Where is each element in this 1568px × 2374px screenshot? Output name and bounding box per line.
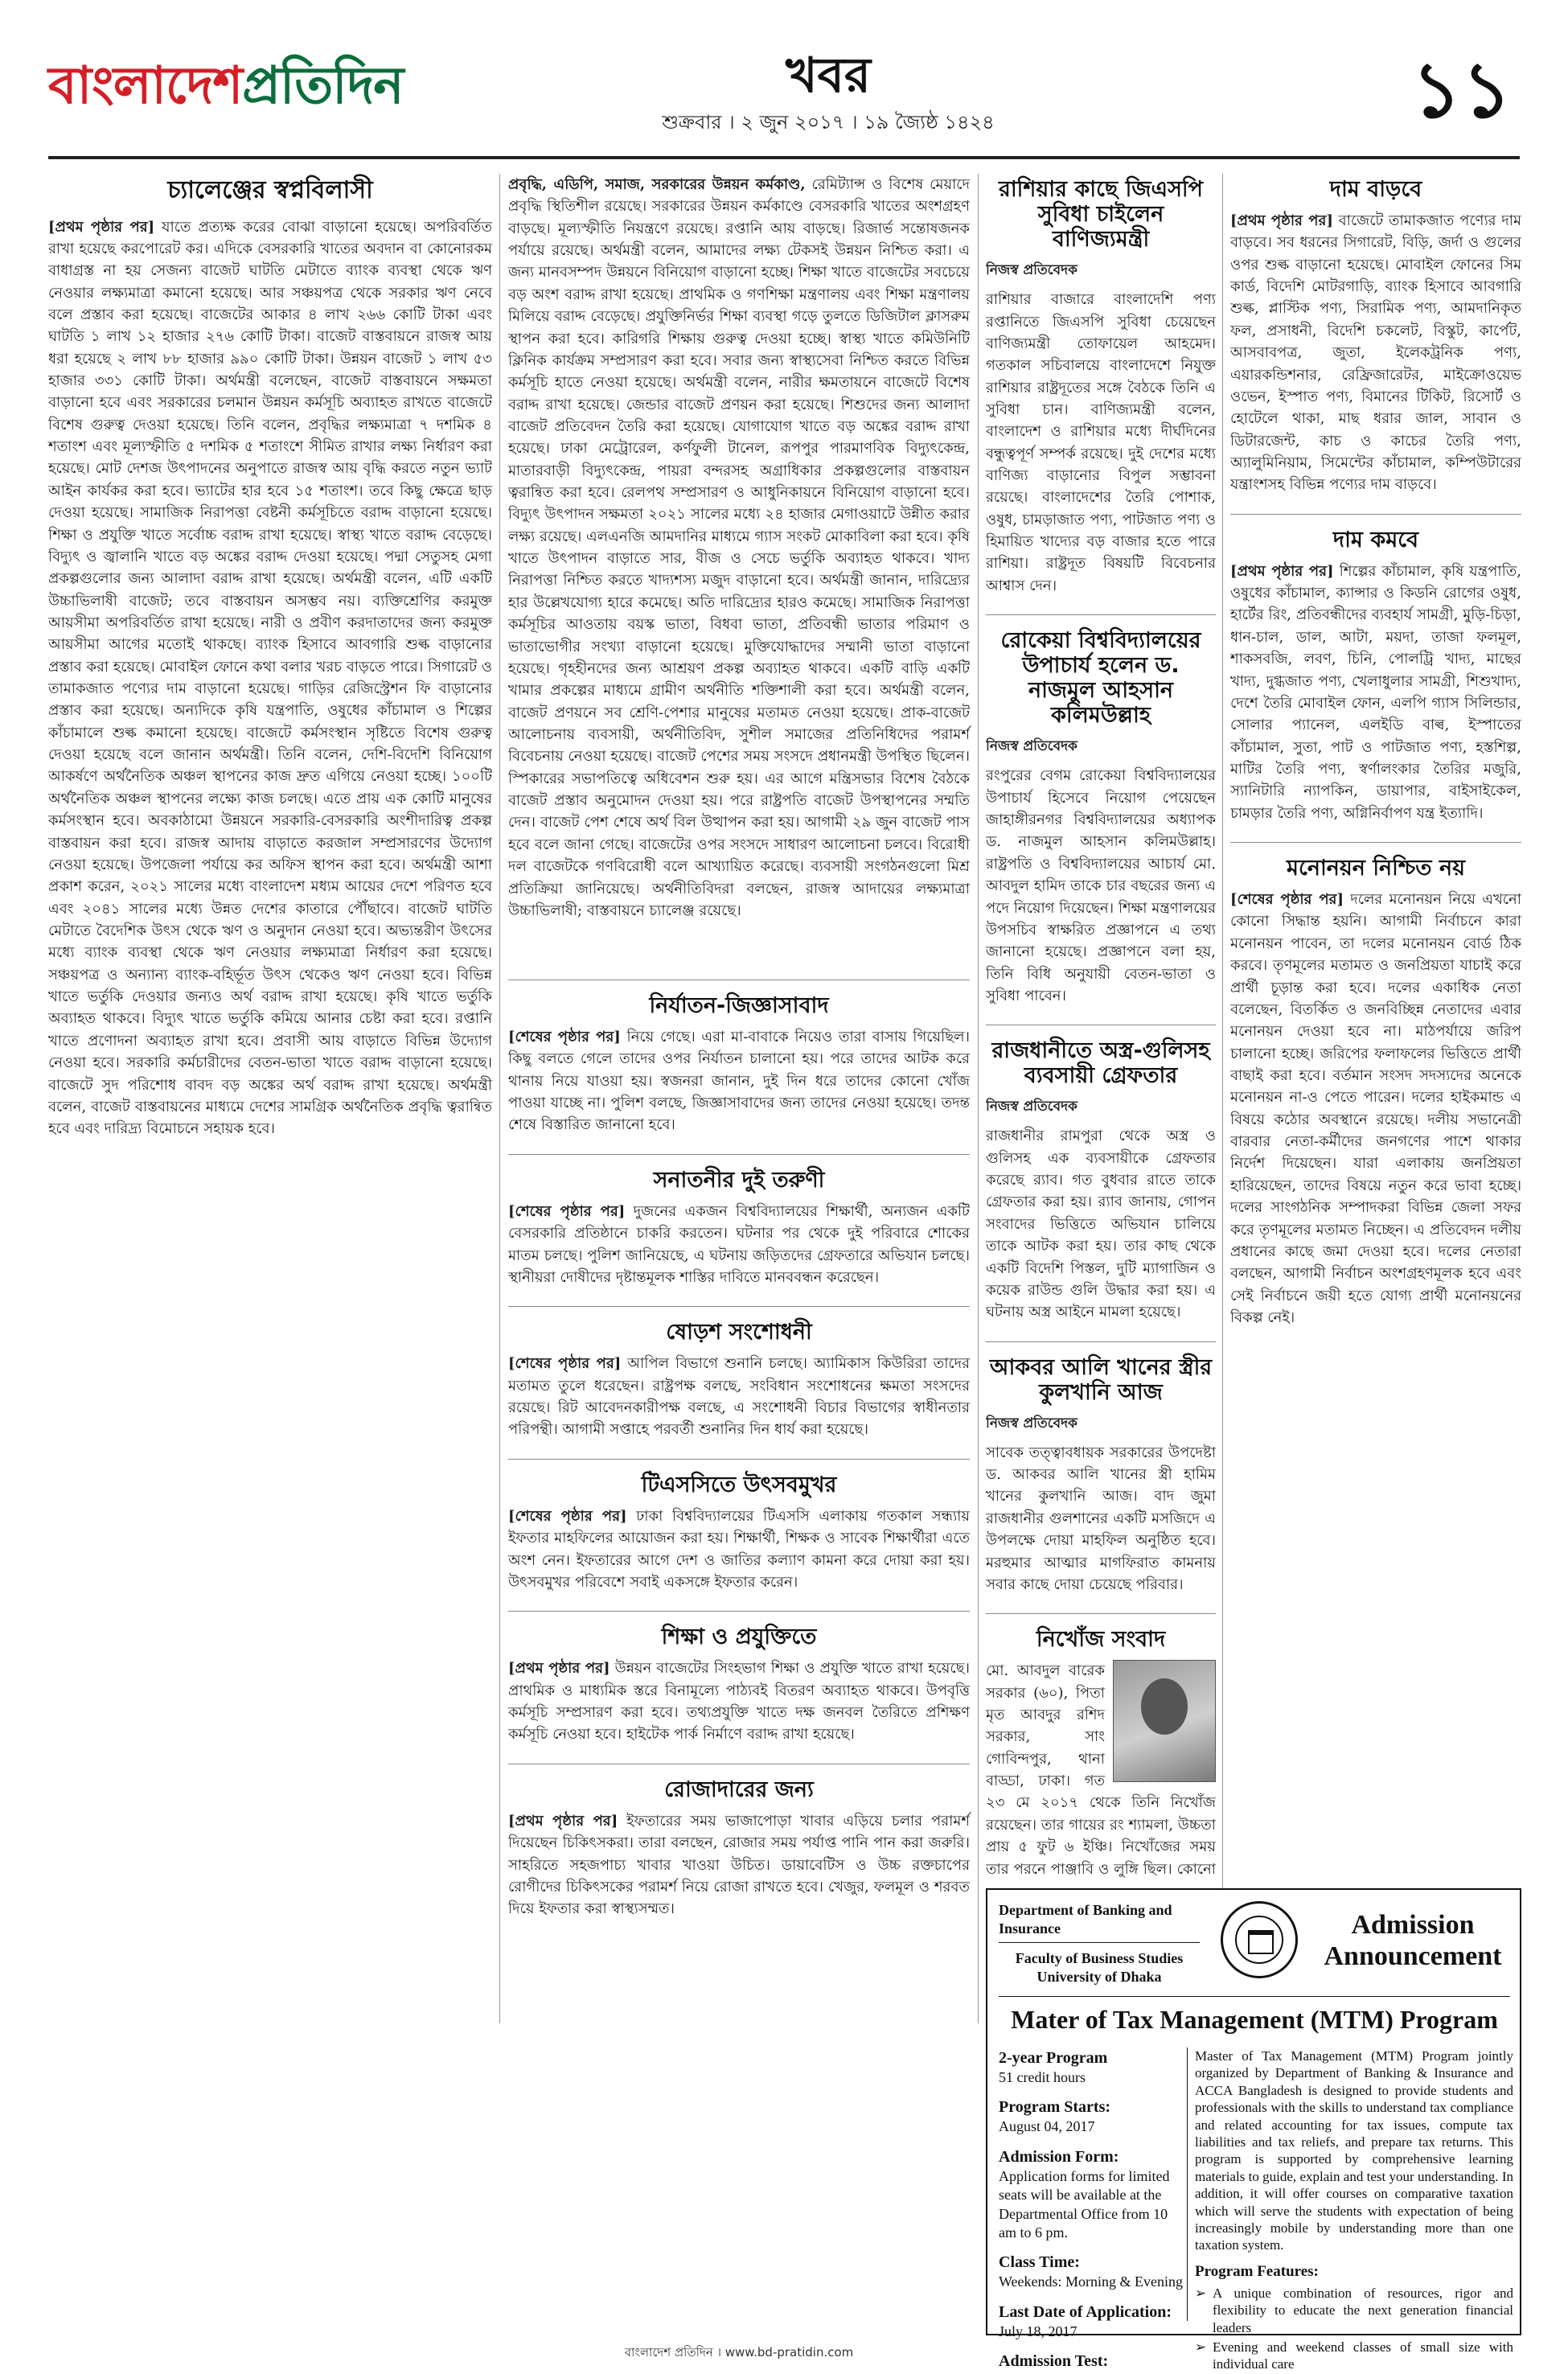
article-body bbox=[508, 1810, 970, 1920]
continued-marker: [শেষের পৃষ্ঠার পর] bbox=[508, 1202, 626, 1220]
column-divider bbox=[499, 174, 500, 2023]
continued-marker: [শেষের পৃষ্ঠার পর] bbox=[1230, 891, 1344, 909]
admission-advertisement[interactable] bbox=[986, 1888, 1521, 2372]
ad-program-value: 51 credit hours bbox=[999, 2069, 1086, 2085]
column-1 bbox=[48, 174, 492, 2332]
article-body bbox=[508, 1026, 970, 1136]
newspaper-logo[interactable] bbox=[48, 47, 403, 133]
article-arms-arrest[interactable] bbox=[986, 1038, 1216, 1323]
section-divider bbox=[508, 1459, 970, 1460]
ad-starts-label: Program Starts: bbox=[999, 2098, 1111, 2117]
article-text: ঢাকা বিশ্ববিদ্যালয়ের টিএসসি এলাকায় গতকাল সন্ধ্যায় ইফতার মাহফিলের আয়োজন করা হয়। শিক্ষার্থী, শিক্ষক ও সাবেক শিক্ষার্থীরা এতে অংশ নেন। ইফতারের আগে দেশ ও জাতির কল্যাণ কামনা করে দোয়া করা হয়। উৎসবমুখর পরিবেশে সবাই একসঙ্গে ইফতার করেন। bbox=[508, 1507, 970, 1591]
continued-marker: [প্রথম পৃষ্ঠার পর] bbox=[1230, 212, 1333, 230]
article-body bbox=[1230, 889, 1521, 1329]
page-number: ১১ bbox=[1411, 45, 1512, 135]
article-headline: দাম বাড়বে bbox=[1329, 177, 1422, 202]
column-4 bbox=[1230, 174, 1521, 1879]
masthead bbox=[48, 31, 1520, 151]
column-divider bbox=[1222, 174, 1223, 2023]
section-divider bbox=[986, 1341, 1216, 1342]
article-headline: টিএসসিতে উৎসবমুখর bbox=[641, 1472, 837, 1497]
article-sixteenth-amendment[interactable] bbox=[508, 1320, 970, 1440]
ad-description: Master of Tax Management (MTM) Program jointly organized by Department of Banking & Insurance and ACCA Bangladesh is designed to provide students and professionals with the skills to understand tax compliance and related accounting for tax issues, compute tax liabilities and tax reliefs, and prepare tax returns. This program is supported by comprehensive learning materials to guide, explain and test your understanding. In addition, it will offer courses on comparative taxation which will serve the students with expectation of being increasingly mobile by understanding more than one taxation system. bbox=[1195, 2048, 1513, 2253]
ad-features-title: Program Features: bbox=[1195, 2262, 1319, 2280]
ad-announcement bbox=[1312, 1909, 1513, 1972]
ad-feature-item: ➢ Evening and weekend classes of small size with individual care bbox=[1195, 2339, 1513, 2373]
article-kulkhani[interactable] bbox=[986, 1355, 1216, 1596]
article-headline: সনাতনীর দুই তরুণী bbox=[653, 1167, 825, 1193]
column-3 bbox=[986, 174, 1216, 1879]
article-prices-rise[interactable] bbox=[1230, 177, 1521, 496]
ad-divider bbox=[1187, 2047, 1188, 2321]
article-for-fasting[interactable] bbox=[508, 1777, 970, 1920]
ad-class-value: Weekends: Morning & Evening bbox=[999, 2273, 1184, 2290]
continued-marker: [প্রথম পৃষ্ঠার পর] bbox=[48, 218, 155, 236]
ad-lastdate-value: July 18, 2017 bbox=[999, 2323, 1077, 2339]
missing-person-photo bbox=[1113, 1660, 1216, 1782]
ad-features-list bbox=[1195, 2285, 1513, 2374]
section-divider bbox=[986, 614, 1216, 615]
article-body: রংপুরের বেগম রোকেয়া বিশ্ববিদ্যালয়ের উপাচার্য হিসেবে নিয়োগ পেয়েছেন জাহাঙ্গীরনগর বিশ্ববিদ্যালয়ের অধ্যাপক ড. নাজমুল আহসান কলিমউল্লাহ। রাষ্ট্রপতি ও বিশ্ববিদ্যালয়ের আচার্য মো. আবদুল হামিদ তাকে চার বছরের জন্য এ পদে নিয়োগ দিয়েছেন। শিক্ষা মন্ত্রণালয়ের উপসচিব স্বাক্ষরিত প্রজ্ঞাপনে এ তথ্য জানানো হয়েছে। প্রজ্ঞাপনে বলা হয়, তিনি বিধি অনুযায়ী বেতন-ভাতা ও সুবিধা পাবেন। bbox=[986, 767, 1216, 1004]
continued-marker: [প্রথম পৃষ্ঠার পর] bbox=[508, 1812, 618, 1830]
section-title: খবর bbox=[786, 47, 871, 104]
section-divider bbox=[1230, 842, 1521, 843]
article-education-technology[interactable] bbox=[508, 1624, 970, 1745]
ad-feature-item: ➢ A unique combination of resources, rigor and flexibility to educate the next generation financial leaders bbox=[1195, 2285, 1513, 2336]
ad-details bbox=[999, 2047, 1184, 2374]
article-body: মো. আবদুল বারেক সরকার (৬০), পিতা মৃত আবদুর রশিদ সরকার, সাং গোবিন্দপুর, থানা বাড্ডা, ঢাকা। গত ২৩ মে ২০১৭ থেকে তিনি নিখোঁজ রয়েছেন। তার গায়ের রং শ্যামলা, উচ্চতা প্রায় ৫ ফুট ৬ ইঞ্চি। নিখোঁজের সময় তার পরনে পাঞ্জাবি ও লুঙ্গি ছিল। কোনো bbox=[986, 1662, 1216, 1878]
article-tsc-festive[interactable] bbox=[508, 1472, 970, 1593]
article-text: আপিল বিভাগে শুনানি চলছে। অ্যামিকাস কিউরিরা তাদের মতামত তুলে ধরেছেন। রাষ্ট্রপক্ষ বলছে, সংবিধান সংশোধনের ক্ষমতা সংসদের রয়েছে। রিট আবেদনকারীপক্ষ বলছে, এ সংশোধনী বিচার বিভাগের স্বাধীনতার পরিপন্থী। আগামী সপ্তাহে পরবর্তী শুনানির দিন ধার্য করা হয়েছে। bbox=[508, 1355, 970, 1439]
article-body: রাশিয়ার বাজারে বাংলাদেশি পণ্য রপ্তানিতে জিএসপি সুবিধা চেয়েছেন বাণিজ্যমন্ত্রী তোফায়েল আহমেদ। গতকাল সচিবালয়ে বাংলাদেশে নিযুক্ত রাশিয়ার রাষ্ট্রদূতের সঙ্গে বৈঠকে তিনি এ সুবিধা চান। বাণিজ্যমন্ত্রী বলেন, বাংলাদেশ ও রাশিয়ার মধ্যে দীর্ঘদিনের বন্ধুত্বপূর্ণ সম্পর্ক রয়েছে। দুই দেশের মধ্যে বাণিজ্য বাড়ানোর বিপুল সম্ভাবনা রয়েছে। বাংলাদেশের তৈরি পোশাক, ওষুধ, চামড়াজাত পণ্য, পাটজাত পণ্য ও হিমায়িত খাদ্যের বড় বাজার হতে পারে রাশিয়া। রাষ্ট্রদূত বিষয়টি বিবেচনার আশ্বাস দেন। bbox=[986, 291, 1216, 594]
article-body bbox=[48, 216, 492, 1140]
article-text: রেমিট্যান্স ও বিশেষ মেয়াদে প্রবৃদ্ধি স্থিতিশীল রয়েছে। সরকারের উন্নয়ন কর্মকাণ্ডে বেসরকারি খাতের অংশগ্রহণ বাড়ছে। মূল্যস্ফীতি নিয়ন্ত্রণে রয়েছে। রপ্তানি আয় বাড়ছে। রিজার্ভ সন্তোষজনক পর্যায়ে রয়েছে। অর্থমন্ত্রী বলেন, আমাদের লক্ষ্য টেকসই উন্নয়ন নিশ্চিত করা। এ জন্য মানবসম্পদ উন্নয়নে বিনিয়োগ বাড়ানো হচ্ছে। শিক্ষা খাতে বাজেটের সবচেয়ে বড় অংশ বরাদ্দ রাখা হয়েছে। প্রাথমিক ও গণশিক্ষা মন্ত্রণালয় এবং শিক্ষা মন্ত্রণালয় মিলিয়ে বরাদ্দ বেড়েছে। প্রযুক্তিনির্ভর শিক্ষা ব্যবস্থা গড়ে তুলতে ডিজিটাল ক্লাসরুম স্থাপন করা হবে। কারিগরি শিক্ষায় গুরুত্ব দেওয়া হচ্ছে। স্বাস্থ্য খাতে কমিউনিটি ক্লিনিক কার্যক্রম সম্প্রসারণ করা হবে। সবার জন্য স্বাস্থ্যসেবা নিশ্চিত করতে বিভিন্ন কর্মসূচি হাতে নেওয়া হয়েছে। অর্থমন্ত্রী বলেন, নারীর ক্ষমতায়নে বাজেটে বিশেষ বরাদ্দ রাখা হয়েছে। জেন্ডার বাজেট প্রণয়ন করা হয়েছে। শিশুদের জন্য আলাদা বাজেট প্রতিবেদন তৈরি করা হয়েছে। যোগাযোগ খাতে বড় অঙ্কের বরাদ্দ রাখা হয়েছে। ঢাকা মেট্রোরেল, কর্ণফুলী টানেল, রূপপুর পারমাণবিক বিদ্যুৎকেন্দ্র, মাতারবাড়ী বিদ্যুৎকেন্দ্র, পায়রা বন্দরসহ অগ্রাধিকার প্রকল্পগুলোর বাস্তবায়ন ত্বরান্বিত করা হবে। রেলপথ সম্প্রসারণ ও আধুনিকায়নে বিনিয়োগ বাড়ানো হবে। বিদ্যুৎ উৎপাদন সক্ষমতা ২০২১ সালের মধ্যে ২৪ হাজার মেগাওয়াটে উন্নীত করার লক্ষ্য রয়েছে। এলএনজি আমদানির মাধ্যমে গ্যাস সংকট মোকাবিলা করা হবে। কৃষি খাতে উৎপাদন বাড়াতে সার, বীজ ও সেচে ভর্তুকি অব্যাহত থাকবে। খাদ্য নিরাপত্তা নিশ্চিত করতে খাদ্যশস্য মজুদ বাড়ানো হবে। অর্থমন্ত্রী জানান, দারিদ্র্যের হার উল্লেখযোগ্য হারে কমেছে। অতি দারিদ্র্যের হারও কমেছে। সামাজিক নিরাপত্তা কর্মসূচির আওতায় বয়স্ক ভাতা, বিধবা ভাতা, প্রতিবন্ধী ভাতার পরিমাণ ও ভাতাভোগীর সংখ্যা বাড়ানো হয়েছে। মুক্তিযোদ্ধাদের সম্মানী ভাতা বাড়ানো হয়েছে। গৃহহীনদের জন্য আশ্রয়ণ প্রকল্প অব্যাহত থাকবে। একটি বাড়ি একটি খামার প্রকল্পের মাধ্যমে গ্রামীণ অর্থনীতি শক্তিশালী করা হবে। অর্থমন্ত্রী বলেন, বাজেট প্রণয়নে সব শ্রেণি-পেশার মানুষের মতামত নেওয়া হয়েছে। প্রাক-বাজেট আলোচনায় ব্যবসায়ী, অর্থনীতিবিদ, সুশীল সমাজের প্রতিনিধিদের পরামর্শ বিবেচনায় নেওয়া হয়েছে। বাজেট পেশের সময় সংসদে প্রধানমন্ত্রী উপস্থিত ছিলেন। স্পিকারের সভাপতিত্বে অধিবেশন শুরু হয়। এর আগে মন্ত্রিসভার বিশেষ বৈঠকে বাজেট প্রস্তাব অনুমোদন দেওয়া হয়। পরে রাষ্ট্রপতি বাজেট উপস্থাপনের সম্মতি দেন। বাজেট পেশ শেষে অর্থ বিল উত্থাপন করা হয়। আগামী ২৯ জুন বাজেট পাস হবে বলে জানা গেছে। বাজেটের ওপর সংসদে সাধারণ আলোচনা চলবে। বিরোধী দল বাজেটকে গণবিরোধী বলে আখ্যায়িত করেছে। ব্যবসায়ী সংগঠনগুলো মিশ্র প্রতিক্রিয়া জানিয়েছে। অর্থনীতিবিদরা বলছেন, রাজস্ব আদায়ের লক্ষ্যমাত্রা উচ্চাভিলাষী; বাস্তবায়নে চ্যালেঞ্জ রয়েছে। bbox=[508, 176, 970, 919]
article-headline: নির্যাতন-জিজ্ঞাসাবাদ bbox=[649, 993, 829, 1018]
article-nomination-uncertain[interactable] bbox=[1230, 856, 1521, 1329]
article-byline: নিজস্ব প্রতিবেদক bbox=[986, 1099, 1077, 1115]
article-headline: রোকেয়া বিশ্ববিদ্যালয়ের উপাচার্য হলেন ড. নাজমুল আহসান কলিমউল্লাহ bbox=[1000, 628, 1201, 729]
ad-form-label: Admission Form: bbox=[999, 2147, 1119, 2166]
article-text: দুজনের একজন বিশ্ববিদ্যালয়ের শিক্ষার্থী, অন্যজন একটি বেসরকারি প্রতিষ্ঠানে চাকরি করতেন। ঘটনার পর থেকে দুই পরিবারে শোকের মাতম চলছে। পুলিশ জানিয়েছে, এ ঘটনায় জড়িতদের গ্রেফতারে অভিযান চলছে। স্থানীয়রা দোষীদের দৃষ্টান্তমূলক শাস্তির দাবিতে মানববন্ধন করেছেন। bbox=[508, 1202, 970, 1286]
article-body bbox=[1230, 210, 1521, 496]
article-headline: দাম কমবে bbox=[1332, 527, 1419, 552]
article-headline: আকবর আলি খানের স্ত্রীর কুলখানি আজ bbox=[989, 1354, 1213, 1405]
section-divider bbox=[508, 1154, 970, 1155]
article-byline: নিজস্ব প্রতিবেদক bbox=[986, 262, 1077, 279]
article-text: যাতে প্রত্যক্ষ করের বোঝা বাড়ানো হয়েছে। অপরিবর্তিত রাখা হয়েছে করপোরেট কর। এদিকে বেসরকারি খাতের অবদান বা কোনোরকম বাধাগ্রস্ত না হয় সেজন্য বাজেট ঘাটতি মেটাতে ব্যাংক ব্যবস্থা থেকে ঋণ নেওয়ার লক্ষ্যমাত্রা কমানো হয়েছে। আর সঞ্চয়পত্র থেকে সরকার ঋণ নেবে বলে প্রস্তাব করা হয়েছে। বাজেটের আকার ৪ লাখ ২৬৬ কোটি টাকা এবং ঘাটতি ১ লাখ ১২ হাজার ২৭৬ কোটি টাকা। বাজেট বাস্তবায়নে রাজস্ব আয় ধরা হয়েছে ২ লাখ ৮৮ হাজার ৯৯০ কোটি টাকা। উন্নয়ন বাজেট ১ লাখ ৫৩ হাজার ৩৩১ কোটি টাকা। অর্থমন্ত্রী বলেছেন, বাজেট বাস্তবায়নে সক্ষমতা বাড়ানো হবে এবং সরকারের চলমান উন্নয়ন কর্মসূচি অব্যাহত রাখতে বাজেটে বিশেষ গুরুত্ব দেওয়া হয়েছে। তিনি বলেন, প্রবৃদ্ধির লক্ষ্যমাত্রা ৭ দশমিক ৪ শতাংশ এবং মূল্যস্ফীতি ৫ দশমিক ৫ শতাংশে সীমিত রাখার লক্ষ্য নির্ধারণ করা হয়েছে। মোট দেশজ উৎপাদনের অনুপাতে রাজস্ব আয় বৃদ্ধি করতে নতুন ভ্যাট আইন কার্যকর করা হবে। ভ্যাটের হার হবে ১৫ শতাংশ। তবে কিছু ক্ষেত্রে ছাড় দেওয়া হয়েছে। সামাজিক নিরাপত্তা বেষ্টনী কর্মসূচিতে বরাদ্দ বাড়ানো হয়েছে। শিক্ষা ও প্রযুক্তি খাতে সর্বোচ্চ বরাদ্দ রাখা হয়েছে। স্বাস্থ্য খাতে বরাদ্দ বেড়েছে। বিদ্যুৎ ও জ্বালানি খাতে বড় অঙ্কের বরাদ্দ দেওয়া হয়েছে। পদ্মা সেতুসহ মেগা প্রকল্পগুলোর জন্য আলাদা বরাদ্দ রাখা হয়েছে। অর্থমন্ত্রী বলেন, এটি একটি উচ্চাভিলাষী বাজেট; তবে বাস্তবায়ন অসম্ভব নয়। ব্যক্তিশ্রেণির করমুক্ত আয়সীমা অপরিবর্তিত রাখা হয়েছে। নারী ও প্রবীণ করদাতাদের জন্য করমুক্ত আয়সীমা আগের মতোই থাকছে। ব্যাংক হিসাবে আবগারি শুল্ক বাড়ানোর প্রস্তাব করা হয়েছে। মোবাইল ফোনে কথা বলার খরচ বাড়তে পারে। সিগারেট ও তামাকজাত পণ্যের দাম বাড়ানো হয়েছে। গাড়ির রেজিস্ট্রেশন ফি বাড়ানোর প্রস্তাব করা হয়েছে। অন্যদিকে কৃষি যন্ত্রপাতি, ওষুধের কাঁচামাল ও শিল্পের কাঁচামালে শুল্ক কমানো হয়েছে। বাজেটে কর্মসংস্থান সৃষ্টিতে বিশেষ গুরুত্ব দেওয়া হয়েছে বলে জানান অর্থমন্ত্রী। তিনি বলেন, দেশি-বিদেশি বিনিয়োগ আকর্ষণে অর্থনৈতিক অঞ্চল স্থাপনের কাজ দ্রুত এগিয়ে নেওয়া হচ্ছে। ১০০টি অর্থনৈতিক অঞ্চল স্থাপনের লক্ষ্যে কাজ চলছে। এতে প্রায় এক কোটি মানুষের কর্মসংস্থান হবে। অবকাঠামো উন্নয়নে সরকারি-বেসরকারি অংশীদারিত্ব প্রকল্প বাস্তবায়ন করা হবে। রাজস্ব আদায় বাড়াতে করজাল সম্প্রসারণের উদ্যোগ নেওয়া হয়েছে। উপজেলা পর্যায়ে কর অফিস স্থাপন করা হবে। অর্থমন্ত্রী আশা প্রকাশ করেন, ২০২১ সালের মধ্যে বাংলাদেশ মধ্যম আয়ের দেশে পরিণত হবে এবং ২০৪১ সালের মধ্যে উন্নত দেশের কাতারে পৌঁছাবে। বাজেট ঘাটতি মেটাতে বৈদেশিক উৎস থেকে ঋণ ও অনুদান নেওয়া হবে। অভ্যন্তরীণ উৎসের মধ্যে ব্যাংক ব্যবস্থা থেকে ঋণ নেওয়ার লক্ষ্যমাত্রা নির্ধারণ করা হয়েছে। সঞ্চয়পত্র ও অন্যান্য ব্যাংক-বহির্ভূত উৎস থেকেও ঋণ নেওয়া হবে। বিভিন্ন খাতে ভর্তুকি দেওয়ার জন্যও অর্থ বরাদ্দ রাখা হয়েছে। কৃষি খাতে ভর্তুকি অব্যাহত থাকবে। বিদ্যুৎ খাতে ভর্তুকি কমিয়ে আনার চেষ্টা করা হবে। রপ্তানি খাতে প্রণোদনা অব্যাহত রাখা হবে। প্রবাসী আয় বাড়াতে বিভিন্ন উদ্যোগ নেওয়া হবে। সরকারি কর্মচারীদের বেতন-ভাতা খাতে বরাদ্দ বাড়ানো হয়েছে। বাজেটে সুদ পরিশোধ বাবদ বড় অঙ্কের অর্থ বরাদ্দ রাখা হয়েছে। অর্থমন্ত্রী বলেন, বাজেট বাস্তবায়নের মাধ্যমে দেশের সামগ্রিক অর্থনৈতিক প্রবৃদ্ধি ত্বরান্বিত হবে এবং দারিদ্র্য বিমোচনে সহায়ক হবে। bbox=[48, 218, 492, 1138]
article-body bbox=[508, 174, 970, 922]
article-text: উন্নয়ন বাজেটের সিংহভাগ শিক্ষা ও প্রযুক্তি খাতে রাখা হয়েছে। প্রাথমিক ও মাধ্যমিক স্তরে বিনামূল্যে পাঠ্যবই বিতরণ অব্যাহত থাকবে। উপবৃত্তি কর্মসূচি সম্প্রসারণ করা হবে। তথ্যপ্রযুক্তি খাতে দক্ষ জনবল তৈরিতে প্রশিক্ষণ কর্মসূচি নেওয়া হবে। হাইটেক পার্ক নির্মাণে বরাদ্দ রাখা হয়েছে। bbox=[508, 1660, 970, 1744]
ad-program-title: Mater of Tax Management (MTM) Program bbox=[999, 1996, 1510, 2035]
article-headline: মনোনয়ন নিশ্চিত নয় bbox=[1287, 856, 1465, 881]
ad-test-label: Admission Test: bbox=[999, 2352, 1109, 2371]
article-budget-ambition[interactable] bbox=[48, 177, 492, 1140]
continued-marker: [শেষের পৃষ্ঠার পর] bbox=[508, 1507, 627, 1525]
issue-date: শুক্রবার । ২ জুন ২০১৭ । ১৯ জ্যৈষ্ঠ ১৪২৪ bbox=[662, 111, 995, 133]
ad-description-block bbox=[1195, 2047, 1513, 2374]
article-headline: চ্যালেঞ্জের স্বপ্নবিলাসী bbox=[167, 176, 373, 204]
article-prices-fall[interactable] bbox=[1230, 528, 1521, 824]
article-russia-gsp[interactable] bbox=[986, 177, 1216, 597]
continued-marker: [শেষের পৃষ্ঠার পর] bbox=[508, 1355, 622, 1373]
ad-starts-value: August 04, 2017 bbox=[999, 2118, 1095, 2135]
university-seal-icon bbox=[1221, 1901, 1298, 1978]
article-headline: ষোড়শ সংশোধনী bbox=[666, 1320, 812, 1345]
article-text: নিয়ে গেছে। এরা মা-বাবাকে নিয়েও তারা বাসায় গিয়েছিল। কিছু বলতে গেলে তাদের ওপর নির্যাতন চালানো হয়। পরে তাদের আটক করে থানায় নিয়ে যাওয়া হয়। স্বজনরা জানান, দুই দিন ধরে তাদের কোনো খোঁজ পাওয়া যাচ্ছে না। পুলিশ বলছে, জিজ্ঞাসাবাদের জন্য তাদের নেওয়া হয়েছে। তদন্ত শেষে বিস্তারিত জানানো হবে। bbox=[508, 1029, 970, 1134]
article-text: দলের মনোনয়ন নিয়ে এখনো কোনো সিদ্ধান্ত হয়নি। আগামী নির্বাচনে কারা মনোনয়ন পাবেন, তা দলের মনোনয়ন বোর্ড ঠিক করবে। তৃণমূলের মতামত ও জনপ্রিয়তা যাচাই করে প্রার্থী চূড়ান্ত করা হবে। দলের একাধিক নেতা বলেছেন, বিতর্কিত ও জনবিচ্ছিন্ন নেতাদের এবার মনোনয়ন দেওয়া হবে না। মাঠপর্যায়ে জরিপ চালানো হচ্ছে। জরিপের ফলাফলের ভিত্তিতে প্রার্থী বাছাই করা হবে। বর্তমান সংসদ সদস্যদের অনেকে মনোনয়ন না-ও পেতে পারেন। দলের হাইকমান্ড এ বিষয়ে কঠোর অবস্থানে রয়েছে। দলীয় সভানেত্রী বারবার নেতা-কর্মীদের জনগণের পাশে থাকার নির্দেশ দিয়েছেন। যারা এলাকায় জনপ্রিয়তা হারিয়েছেন, তাদের বিষয়ে নতুন করে ভাবা হচ্ছে। দলের সাংগঠনিক সম্পাদকরা বিভিন্ন জেলা সফর করে তৃণমূলের মতামত নিচ্ছেন। এ প্রতিবেদন দলীয় প্রধানের কাছে জমা দেওয়া হবে। দলের নেতারা বলছেন, আগামী নির্বাচন অংশগ্রহণমূলক হবে এবং সেই নির্বাচনে জয়ী হতে যোগ্য প্রার্থী মনোনয়নের বিকল্প নেই। bbox=[1230, 891, 1521, 1326]
ad-lastdate-label: Last Date of Application: bbox=[999, 2302, 1172, 2321]
column-divider bbox=[978, 174, 979, 2023]
ad-university: University of Dhaka bbox=[1036, 1968, 1162, 1985]
article-headline: শিক্ষা ও প্রযুক্তিতে bbox=[661, 1624, 817, 1650]
section-divider bbox=[1230, 514, 1521, 515]
continued-marker: [প্রথম পৃষ্ঠার পর] bbox=[1230, 562, 1334, 580]
ad-announcement-line1: Admission bbox=[1351, 1910, 1475, 1940]
logo-text-green: প্রতিদিন bbox=[242, 56, 404, 116]
article-body bbox=[508, 1201, 970, 1288]
article-body: সাবেক তত্ত্বাবধায়ক সরকারের উপদেষ্টা ড. আকবর আলি খানের স্ত্রী হামিম খানের কুলখানি আজ। বাদ জুমা রাজধানীর গুলশানের একটি মসজিদে এ উপলক্ষে দোয়া মাহফিল অনুষ্ঠিত হবে। মরহুমার আত্মার মাগফিরাত কামনায় সবার কাছে দোয়া চেয়েছে পরিবার। bbox=[986, 1444, 1216, 1593]
article-byline: নিজস্ব প্রতিবেদক bbox=[986, 1415, 1077, 1431]
article-rokeya-vc[interactable] bbox=[986, 628, 1216, 1007]
ad-program-label: 2-year Program bbox=[999, 2049, 1108, 2067]
ad-announcement-line2: Announcement bbox=[1324, 1941, 1502, 1972]
section-divider bbox=[508, 1611, 970, 1612]
footer-url[interactable]: বাংলাদেশ প্রতিদিন । www.bd-pratidin.com bbox=[624, 2345, 854, 2360]
article-headline: রোজাদারের জন্য bbox=[664, 1776, 814, 1802]
article-headline: নিখোঁজ সংবাদ bbox=[1036, 1627, 1166, 1653]
article-text: শিল্পের কাঁচামাল, কৃষি যন্ত্রপাতি, ওষুধের কাঁচামাল, ক্যান্সার ও কিডনি রোগের ওষুধ, হার্টের রিং, প্রতিবন্ধীদের ব্যবহার্য সামগ্রী, মুড়ি-চিড়া, ধান-চাল, ডাল, আটা, ময়দা, তাজা ফলমূল, শাকসবজি, লবণ, চিনি, পোলট্রি খাদ্য, মাছের খাদ্য, দুগ্ধজাত পণ্য, খেলাধুলার সামগ্রী, শিশুখাদ্য, দেশে তৈরি মোবাইল ফোন, এলপি গ্যাস সিলিন্ডার, সোলার প্যানেল, এলইডি বাল্ব, ইস্পাতের কাঁচামাল, সুতা, পাট ও পাটজাত পণ্য, হস্তশিল্প, মাটির তৈরি পণ্য, স্বর্ণালংকার তৈরির মজুরি, স্যানিটারি ন্যাপকিন, ডায়াপার, বাইসাইকেল, চামড়ার তৈরি পণ্য, অগ্নিনির্বাপণ যন্ত্র ইত্যাদি। bbox=[1230, 562, 1521, 822]
ad-form-value: Application forms for limited seats will be available at the Departmental Office from 10 am to 6 pm. bbox=[999, 2167, 1170, 2241]
article-body bbox=[1230, 561, 1521, 824]
continued-marker: [শেষের পৃষ্ঠার পর] bbox=[508, 1029, 621, 1046]
ad-class-label: Class Time: bbox=[999, 2253, 1080, 2272]
article-body bbox=[508, 1505, 970, 1593]
logo-text-red: বাংলাদেশ bbox=[48, 56, 243, 116]
column-2-stories bbox=[508, 973, 970, 2332]
article-headline: রাশিয়ার কাছে জিএসপি সুবিধা চাইলেন বাণিজ্যমন্ত্রী bbox=[998, 177, 1203, 253]
article-lead: প্রবৃদ্ধি, এডিপি, সমাজ, সরকারের উন্নয়ন কর্মকাণ্ড, bbox=[508, 176, 806, 193]
article-headline: রাজধানীতে অস্ত্র-গুলিসহ ব্যবসায়ী গ্রেফতার bbox=[991, 1038, 1210, 1089]
ad-faculty: Faculty of Business Studies bbox=[1015, 1950, 1184, 1966]
article-byline: নিজস্ব প্রতিবেদক bbox=[986, 738, 1077, 755]
ad-department-block bbox=[999, 1901, 1200, 1986]
article-text: ইফতারের সময় ভাজাপোড়া খাবার এড়িয়ে চলার পরামর্শ দিয়েছেন চিকিৎসকরা। তারা বলছেন, রোজার সময় পর্যাপ্ত পানি পান করা জরুরি। সাহরিতে সহজপাচ্য খাবার খাওয়া উচিত। ডায়াবেটিস ও উচ্চ রক্তচাপের রোগীদের চিকিৎসকের পরামর্শ নিয়ে রোজা রাখতে হবে। খেজুর, ফলমূল ও শরবত দিয়ে ইফতার করা স্বাস্থ্যসম্মত। bbox=[508, 1812, 970, 1918]
ad-department: Department of Banking and Insurance bbox=[999, 1901, 1200, 1943]
article-budget-continued[interactable] bbox=[508, 174, 970, 922]
missing-person-notice[interactable] bbox=[986, 1627, 1216, 1879]
article-body bbox=[508, 1657, 970, 1745]
article-text: বাজেটে তামাকজাত পণ্যের দাম বাড়বে। সব ধরনের সিগারেট, বিড়ি, জর্দা ও গুলের ওপর শুল্ক বাড়ানো হয়েছে। মোবাইল ফোনের সিম কার্ড, বিদেশি মোটরগাড়ি, ব্যাংক হিসাবে আবগারি শুল্ক, প্লাস্টিক পণ্য, সিরামিক পণ্য, আমদানিকৃত ফল, প্রসাধনী, বিদেশি চকলেট, বিস্কুট, কার্পেট, আসবাবপত্র, জুতা, ইলেকট্রনিক পণ্য, এয়ারকন্ডিশনার, রেফ্রিজারেটর, মাইক্রোওয়েভ ওভেন, ইস্পাত পণ্য, বিমানের টিকিট, রিসোর্ট ও হোটেলে থাকা, মাছ ধরার জাল, সাবান ও ডিটারজেন্ট, কাচ ও কাচের তৈরি পণ্য, অ্যালুমিনিয়াম, সিমেন্টের কাঁচামাল, কম্পিউটারের যন্ত্রাংশসহ বিভিন্ন পণ্যের দাম বাড়বে। bbox=[1230, 212, 1521, 494]
section-divider bbox=[986, 1613, 1216, 1614]
article-body bbox=[508, 1353, 970, 1440]
article-interrogation[interactable] bbox=[508, 993, 970, 1136]
article-two-women[interactable] bbox=[508, 1168, 970, 1288]
section-divider bbox=[508, 1306, 970, 1307]
continued-marker: [প্রথম পৃষ্ঠার পর] bbox=[508, 1660, 610, 1678]
article-body: রাজধানীর রামপুরা থেকে অস্ত্র ও গুলিসহ এক ব্যবসায়ীকে গ্রেফতার করেছে র‍্যাব। গত বুধবার রাতে তাকে গ্রেফতার করা হয়। র‍্যাব জানায়, গোপন সংবাদের ভিত্তিতে অভিযান চালিয়ে তাকে আটক করা হয়। তার কাছ থেকে একটি বিদেশি পিস্তল, দুটি ম্যাগাজিন ও কয়েক রাউন্ড গুলি উদ্ধার করা হয়। এ ঘটনায় অস্ত্র আইনে মামলা হয়েছে। bbox=[986, 1127, 1216, 1321]
masthead-rule bbox=[48, 156, 1520, 159]
